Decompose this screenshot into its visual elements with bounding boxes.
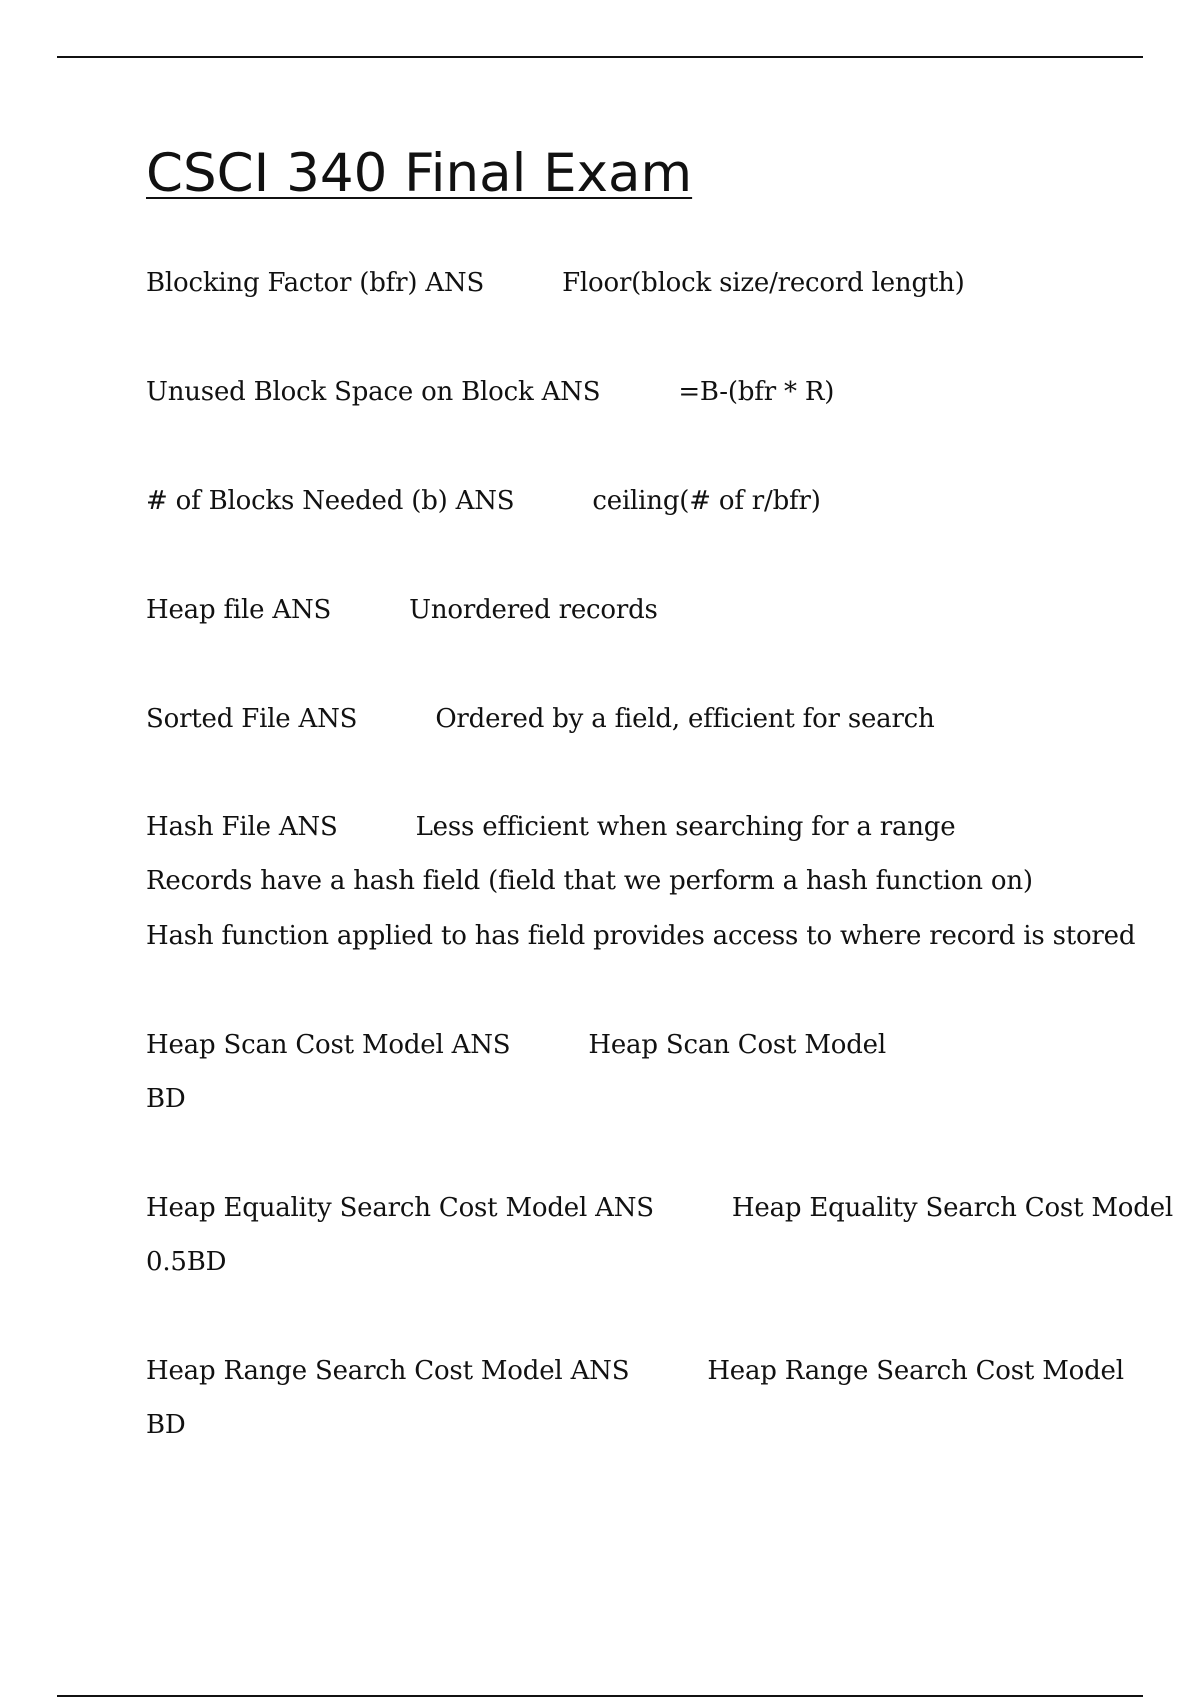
entry-term: Heap Equality Search Cost Model ANS [146, 1193, 654, 1223]
entry-term: Sorted File ANS [146, 704, 358, 734]
entry-answer: Ordered by a field, efficient for search [435, 704, 935, 734]
entry-answer: Heap Equality Search Cost Model [731, 1193, 1174, 1223]
entry-term: Blocking Factor (bfr) ANS [146, 268, 485, 298]
entry-answer-continued: Records have a hash field (field that we perform a hash function on) [146, 866, 1033, 896]
entry-term: Heap Range Search Cost Model ANS [146, 1356, 630, 1386]
entry-hash-file [146, 810, 955, 844]
entry-answer-continued: BD [146, 1084, 186, 1114]
entry-term: Hash File ANS [146, 812, 338, 842]
entry-answer-continued: BD [146, 1410, 186, 1440]
entry-blocks-needed [146, 484, 821, 518]
entry-sorted-file [146, 702, 935, 736]
entry-answer: Less efficient when searching for a range [415, 812, 956, 842]
page-title: CSCI 340 Final Exam [146, 143, 693, 204]
entry-answer: =B-(bfr * R) [678, 377, 835, 407]
entry-answer-continued: Hash function applied to has field provides access to where record is stored [146, 921, 1136, 951]
entry-heap-range-search-cost [146, 1354, 1124, 1388]
entry-answer: Heap Range Search Cost Model [707, 1356, 1124, 1386]
entry-heap-file [146, 593, 658, 627]
entry-term: Heap Scan Cost Model ANS [146, 1030, 511, 1060]
entry-heap-scan-cost [146, 1028, 886, 1062]
entry-answer: Unordered records [409, 595, 658, 625]
entry-term: Unused Block Space on Block ANS [146, 377, 601, 407]
entry-heap-equality-search-cost [146, 1191, 1173, 1225]
footer-rule [57, 1695, 1143, 1697]
entry-answer: Heap Scan Cost Model [588, 1030, 886, 1060]
entry-blocking-factor [146, 266, 965, 300]
header-rule [57, 56, 1143, 58]
entry-term: Heap file ANS [146, 595, 332, 625]
entry-answer: ceiling(# of r/bfr) [592, 486, 821, 516]
entry-answer-continued: 0.5BD [146, 1247, 227, 1277]
entry-term: # of Blocks Needed (b) ANS [146, 486, 515, 516]
entry-answer: Floor(block size/record length) [562, 268, 965, 298]
entry-unused-block-space [146, 375, 834, 409]
